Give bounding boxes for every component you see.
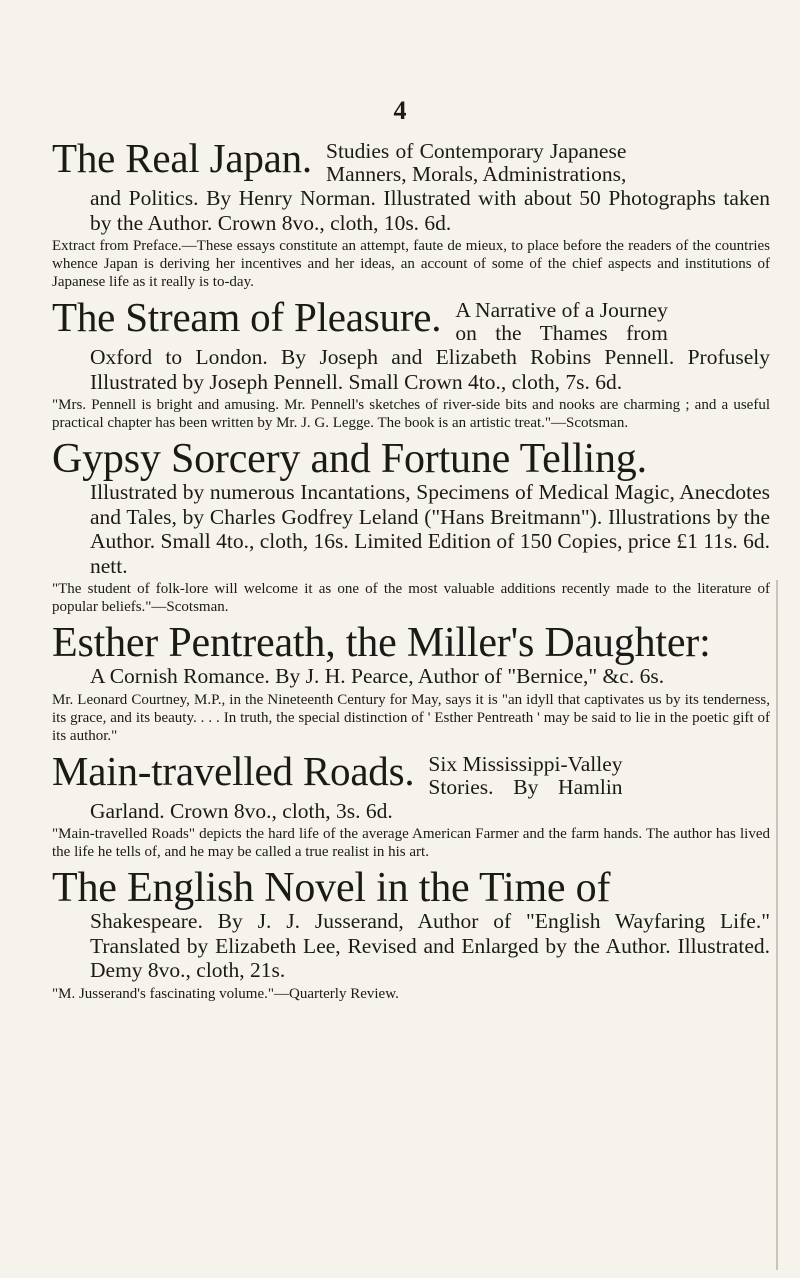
entry-heading xyxy=(52,438,770,480)
page-number: 4 xyxy=(393,96,407,125)
entry-heading xyxy=(52,747,770,799)
book-note: "Mrs. Pennell is bright and amusing. Mr. Pennell's sketches of river-side bits and nooks are charming ; and a useful practical chapter has been written by Mr. J. G. Legge. The book is an artistic treat."—Scotsman. xyxy=(52,397,770,431)
entry-heading xyxy=(52,294,770,345)
book-title: Main-travelled Roads. xyxy=(52,747,415,794)
book-note: "The student of folk-lore will welcome it as one of the most valuable additions recently made to the literature of popular beliefs."—Scotsman. xyxy=(52,581,770,615)
book-subtitle: Six Mississippi-Valley Stories. By Hamlin xyxy=(428,751,623,799)
entry-esther-pentreath xyxy=(52,622,770,745)
book-description: Oxford to London. By Joseph and Elizabeth Robins Pennell. Profusely Illustrated by Joseph Pennell. Small Crown 4to., cloth, 7s. 6d. xyxy=(90,345,770,394)
entry-real-japan xyxy=(52,135,770,291)
entry-heading xyxy=(52,867,770,909)
book-title: The Stream of Pleasure. xyxy=(52,294,442,340)
entry-gypsy-sorcery xyxy=(52,438,770,616)
book-description: A Cornish Romance. By J. H. Pearce, Author of "Bernice," &c. 6s. xyxy=(90,664,665,688)
book-title: Esther Pentreath, the Miller's Daughter: xyxy=(52,620,711,666)
book-note: "Main-travelled Roads" depicts the hard life of the average American Farmer and the farm hands. The author has lived the life he tells of, and he may be called a true realist in his art. xyxy=(52,826,770,860)
book-subtitle: A Narrative of a Journey on the Thames from xyxy=(455,298,668,345)
book-description: and Politics. By Henry Norman. Illustrated with about 50 Photographs taken by the Author. Crown 8vo., cloth, 10s. 6d. xyxy=(90,186,770,235)
book-description: Shakespeare. By J. J. Jusserand, Author of "English Wayfaring Life." Translated by Elizabeth Lee, Revised and Enlarged by the Author. Illustrated. Demy 8vo., cloth, 21s. xyxy=(90,909,770,982)
book-description: Illustrated by numerous Incantations, Specimens of Medical Magic, Anecdotes and Tales, by Charles Godfrey Leland ("Hans Breitmann"). Illustrations by the Author. Small 4to., cloth, 16s. Limited Edition of 150 Copies, price £1 11s. 6d. nett. xyxy=(90,480,770,578)
book-title: Gypsy Sorcery and Fortune Telling. xyxy=(52,436,647,482)
book-description: Garland. Crown 8vo., cloth, 3s. 6d. xyxy=(90,798,393,823)
book-title: The English Novel in the Time of xyxy=(52,865,611,911)
entry-heading xyxy=(52,622,770,664)
entry-heading xyxy=(52,135,770,186)
book-note: Extract from Preface.—These essays constitute an attempt, faute de mieux, to place before the readers of the countries whence Japan is deriving her incentives and her ideas, an account of some of the chief aspects and institutions of Japanese life as it really is to-day. xyxy=(52,238,770,290)
book-subtitle: Studies of Contemporary Japanese Manners, Morals, Administrations, xyxy=(325,139,627,186)
book-note: Mr. Leonard Courtney, M.P., in the Nineteenth Century for May, says it is "an idyll that captivates us by its tenderness, its grace, and its beauty. . . . In truth, the special distinction of ' Esther Pentreath ' may be said to lie in the poetic gift of its author." xyxy=(52,691,770,744)
page-edge-shadow xyxy=(776,580,778,1270)
book-title: The Real Japan. xyxy=(52,135,312,181)
book-note: "M. Jusserand's fascinating volume."—Quarterly Review. xyxy=(52,985,399,1002)
entry-main-travelled-roads xyxy=(52,747,770,862)
entry-stream-of-pleasure xyxy=(52,294,770,432)
entry-english-novel xyxy=(52,867,770,1003)
entry-column xyxy=(52,135,770,1009)
